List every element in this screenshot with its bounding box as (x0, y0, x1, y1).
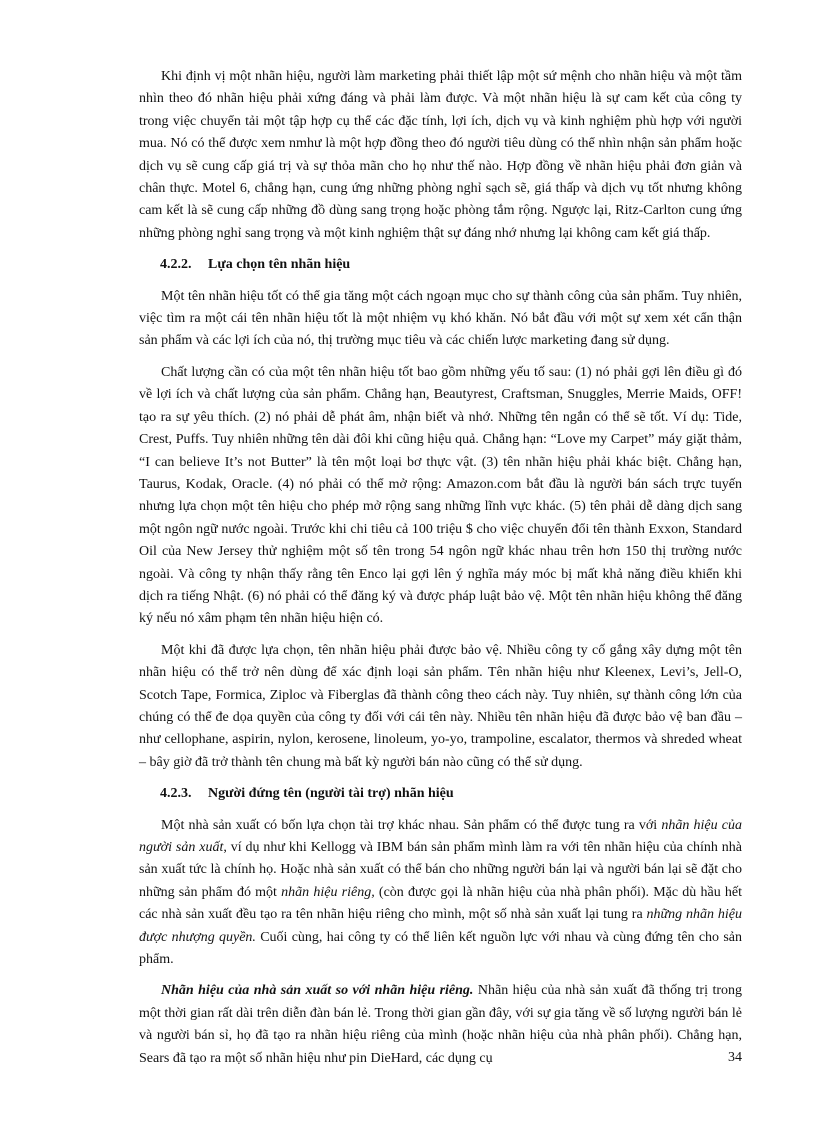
paragraph-brand-name-qualities: Chất lượng cần có của một tên nhãn hiệu tốt bao gồm những yếu tố sau: (1) nó phải gợi lên điều gì đó về lợi ích và chất lượng của sản phẩm. Chẳng hạn, Beautyrest, Craftsman, Snuggles, Merrie Maids, OFF! tạo ra sự yêu thích. (2) nó phải dễ phát âm, nhận biết và nhớ. Những tên ngắn có thể sẽ tốt. Ví dụ: Tide, Crest, Puffs. Tuy nhiên những tên dài đôi khi cũng hiệu quả. Chẳng hạn: “Love my Carpet” máy giặt thảm, “I can believe It’s not Butter” là tên một loại bơ thực vật. (3) tên nhãn hiệu phải khác biệt. Chẳng hạn, Taurus, Kodak, Oracle. (4) nó phải có thể mở rộng: Amazon.com bắt đầu là người bán sách trực tuyến nhưng lựa chọn một tên hiệu cho phép mở rộng sang những lĩnh vực khác. (5) tên phải dễ dàng dịch sang một ngôn ngữ nước ngoài. Trước khi chi tiêu cả 100 triệu $ cho việc chuyển đổi tên thành Exxon, Standard Oil của New Jersey thử nghiệm một số tên trong 54 ngôn ngữ khác nhau trên hơn 150 thị trường nước ngoài. Và công ty nhận thấy rằng tên Enco lại gợi lên ý nghĩa máy móc bị mất khả năng điều khiển khi dịch ra tiếng Nhật. (6) nó phải có thể đăng ký và được pháp luật bảo vệ. Một tên nhãn hiệu không thể đăng ký nếu nó xâm phạm tên nhãn hiệu hiện có. (139, 364, 742, 627)
section-heading-brand-name-selection (139, 254, 742, 276)
section-number: 4.2.3. (160, 786, 192, 802)
page-number: 34 (728, 1050, 742, 1065)
text-run: Nhãn hiệu của nhà sản xuất đã thống trị trong một thời gian rất dài trên diễn đàn bán lẻ. Trong thời gian gần đây, với sự gia tăng về số lượng người bán lẻ và người bán sỉ, họ đã tạo ra nhãn hiệu riêng của mình (hoặc nhãn hiệu của nhà phân phối). Chẳng hạn, Sears đã tạo ra một số nhãn hiệu như pin DieHard, các dụng cụ (139, 983, 742, 1066)
emphasis-manufacturer-brand: nhãn hiệu của người sản xuất (139, 817, 742, 855)
text-run: , ví dụ như khi Kellogg và IBM bán sản phẩm mình làm ra với tên nhãn hiệu của chính nhà sản xuất tức là chính họ. Hoặc nhà sản xuất có thể bán cho những người bán lại và người bán lại sẽ đặt cho những sản phẩm đó một (139, 840, 742, 900)
paragraph-sponsor-options (139, 815, 742, 972)
emphasis-private-brand: nhãn hiệu riêng, (281, 884, 375, 900)
emphasis-licensed-brands: những nhãn hiệu được nhượng quyền. (139, 907, 742, 945)
section-heading-brand-sponsor (139, 783, 742, 805)
paragraph-brand-name-intro: Một tên nhãn hiệu tốt có thể gia tăng một cách ngoạn mục cho sự thành công của sản phẩm. Tuy nhiên, việc tìm ra một cái tên nhãn hiệu tốt là một nhiệm vụ khó khăn. Nó bắt đầu với một sự xem xét cẩn thận sản phẩm và các lợi ích của nó, thị trường mục tiêu và các chiến lược marketing đang sử dụng. (139, 288, 742, 349)
text-run: Cuối cùng, hai công ty có thể liên kết nguồn lực với nhau và cùng đứng tên cho sản phẩm. (139, 929, 742, 968)
text-run: Một nhà sản xuất có bốn lựa chọn tài trợ khác nhau. Sản phẩm có thể được tung ra với (161, 817, 662, 833)
section-title: Người đứng tên (người tài trợ) nhãn hiệu (208, 786, 454, 802)
emphasis-lead-in: Nhãn hiệu của nhà sản xuất so với nhãn hiệu riêng. (161, 983, 474, 999)
paragraph-brand-positioning: Khi định vị một nhãn hiệu, người làm marketing phải thiết lập một sứ mệnh cho nhãn hiệu và một tầm nhìn theo đó nhãn hiệu phải xứng đáng và phải làm được. Và một nhãn hiệu là sự cam kết của công ty trong việc chuyển tải một tập hợp cụ thể các đặc tính, lợi ích, dịch vụ và kinh nghiệm phù hợp với người mua. Nó có thể được xem nmhư là một hợp đồng theo đó người tiêu dùng có thể nhìn nhận sản phẩm hoặc dịch vụ sẽ cung cấp giá trị và sự thỏa mãn cho họ như thế nào. Hợp đồng về nhãn hiệu phải đơn giản và chân thực. Motel 6, chẳng hạn, cung ứng những phòng nghỉ sạch sẽ, giá thấp và dịch vụ tốt nhưng không cam kết là sẽ cung cấp những đồ dùng sang trọng hoặc phòng tắm rộng. Ngược lại, Ritz-Carlton cung ứng những phòng nghỉ sang trọng và một kinh nghiệm thật sự đáng nhớ nhưng lại không cam kết giá thấp. (139, 69, 742, 241)
paragraph-manufacturer-vs-private (139, 980, 742, 1070)
document-page (139, 66, 742, 1079)
paragraph-brand-name-protection: Một khi đã được lựa chọn, tên nhãn hiệu phải được bảo vệ. Nhiều công ty cố gắng xây dựng một tên nhãn hiệu có thể trở nên dùng để xác định loại sản phẩm. Tên nhãn hiệu như Kleenex, Levi’s, Jell-O, Scotch Tape, Formica, Ziploc và Fiberglas đã thành công theo cách này. Tuy nhiên, sự thành công lớn của chúng có thể đe dọa quyền của công ty đối với cái tên này. Nhiều tên nhãn hiệu đã được bảo vệ ban đầu – như cellophane, aspirin, nylon, kerosene, linoleum, yo-yo, trampoline, escalator, thermos và shreded wheat – bây giờ đã trở thành tên chung mà bất kỳ người bán nào cũng có thể sử dụng. (139, 642, 742, 770)
section-number: 4.2.2. (160, 257, 192, 273)
text-run: (còn được gọi là nhãn hiệu của nhà phân phối). Mặc dù hầu hết các nhà sản xuất đều tạo ra tên nhãn hiệu riêng cho mình, một số nhà sản xuất lại tung ra (139, 884, 742, 923)
section-title: Lựa chọn tên nhãn hiệu (208, 257, 351, 273)
